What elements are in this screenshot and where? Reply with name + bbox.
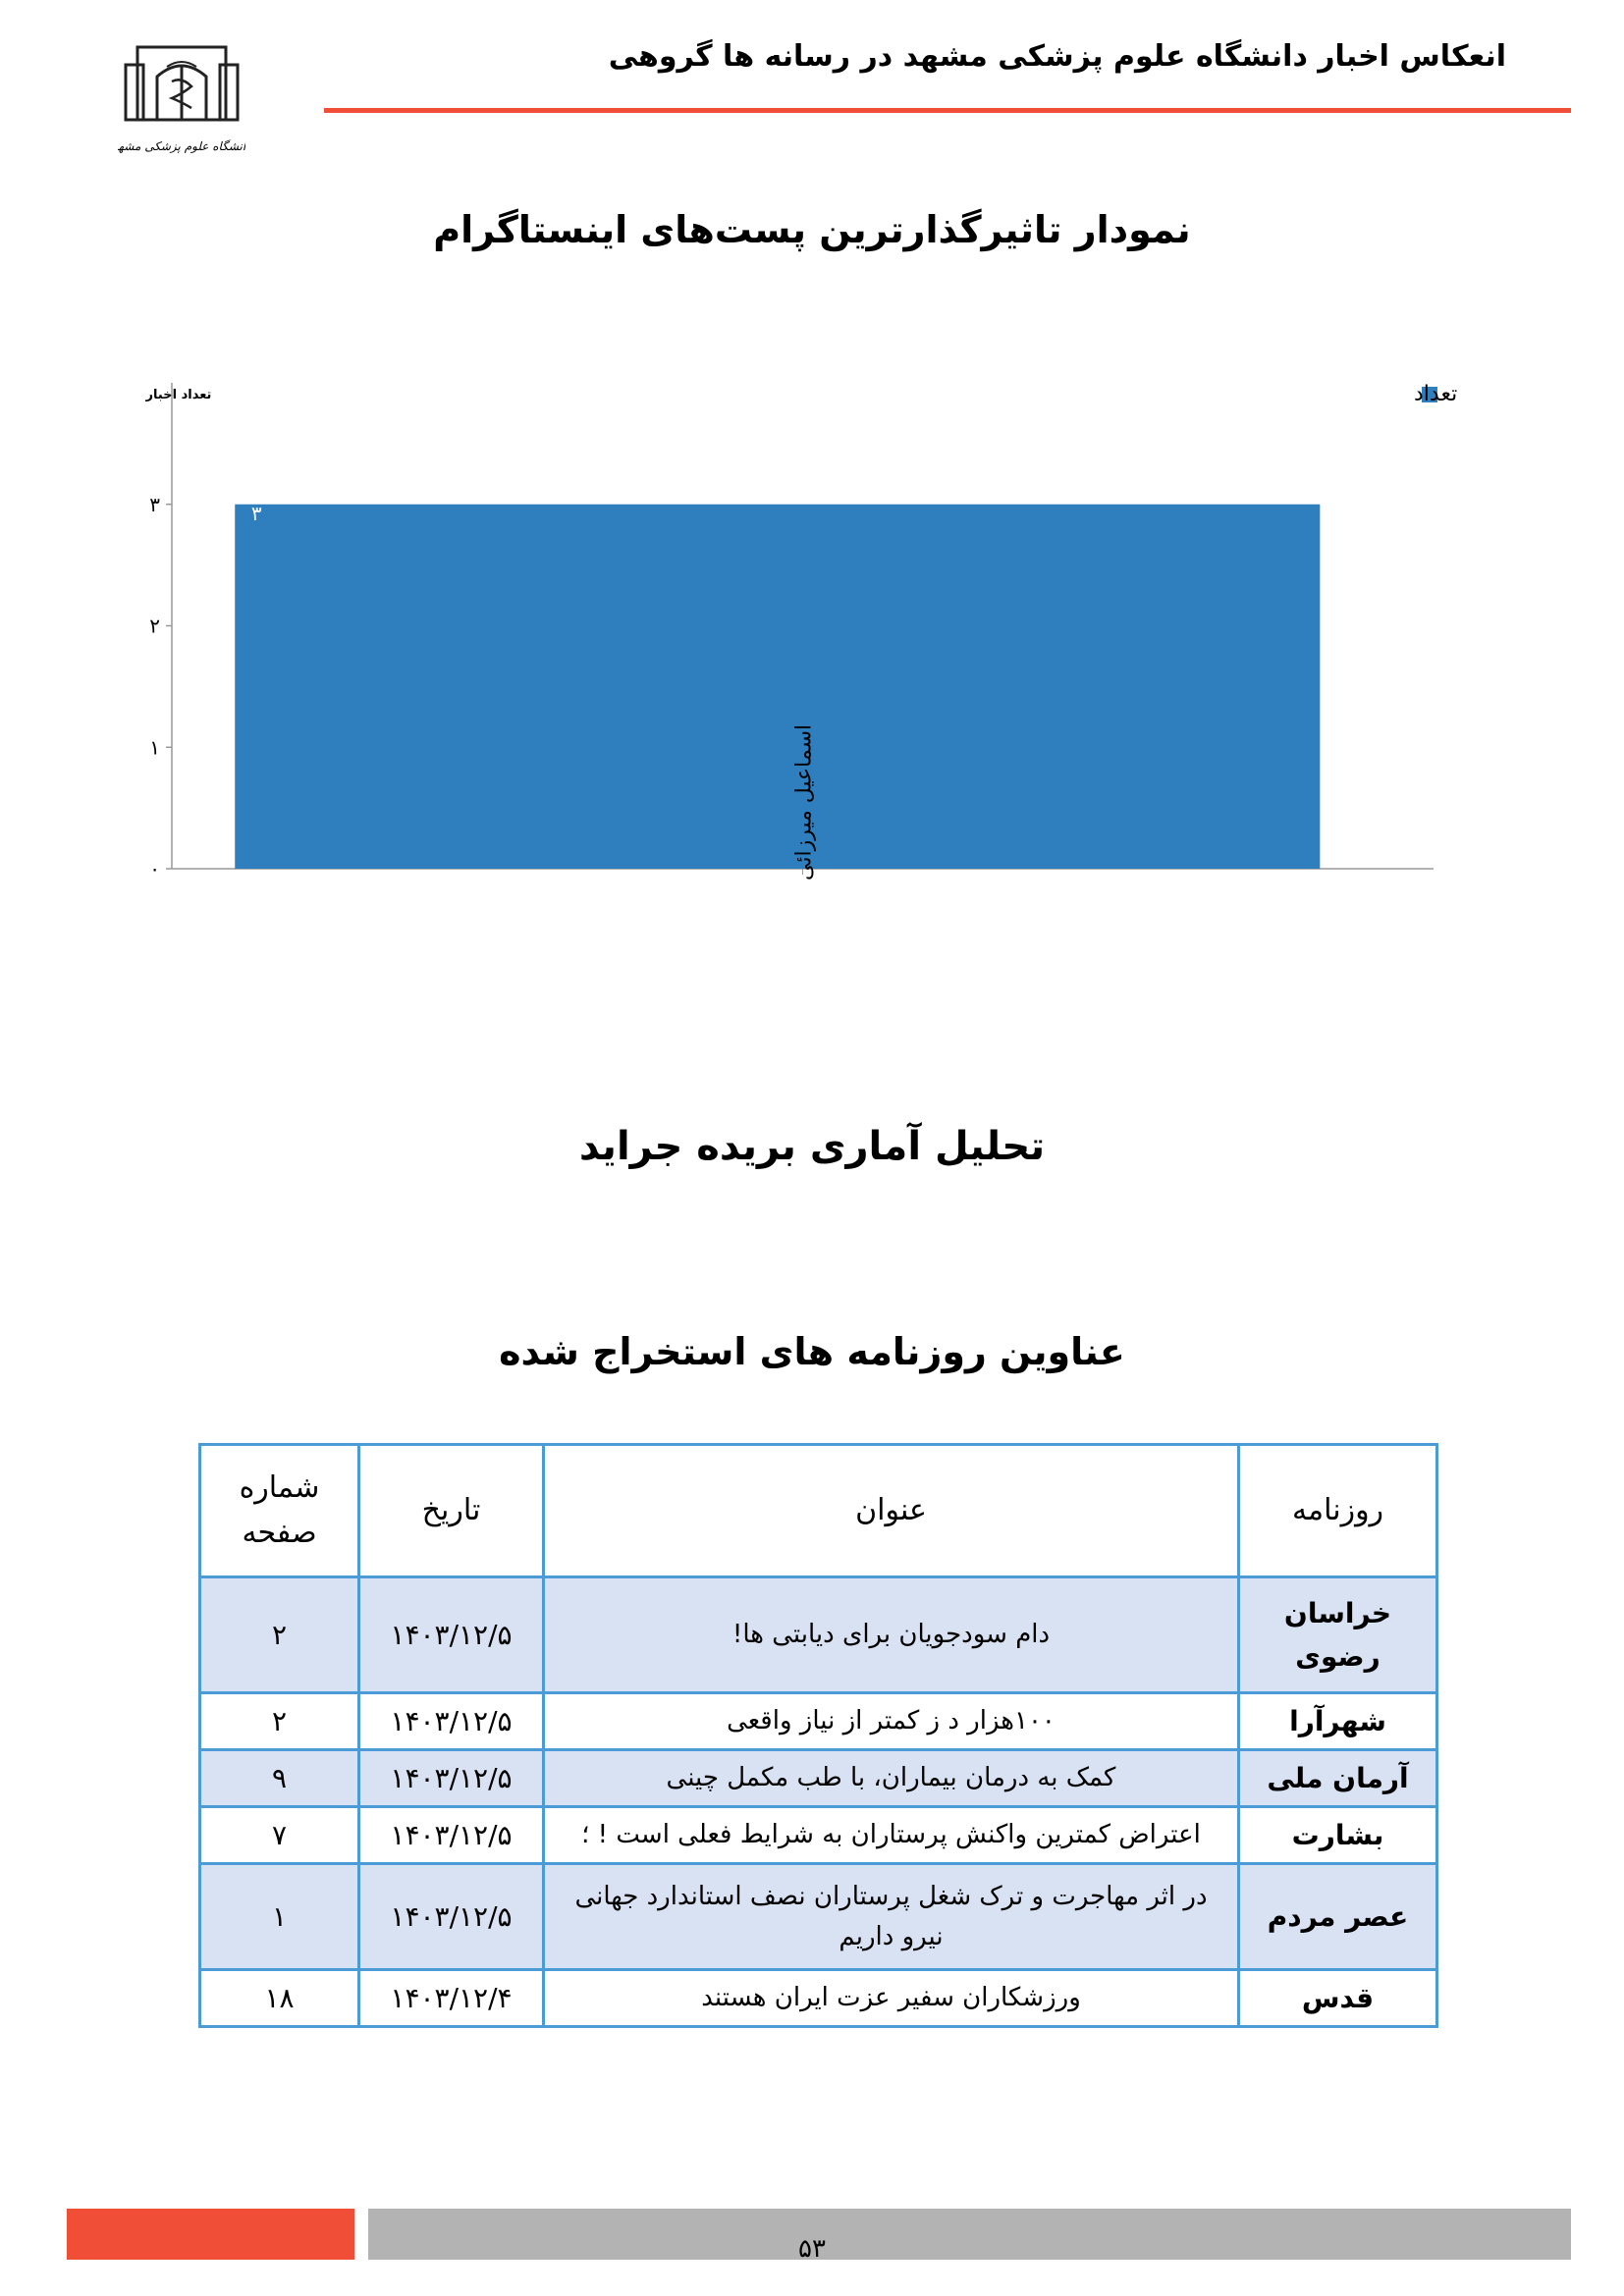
chart-legend bbox=[1414, 382, 1457, 406]
column-header-paper: روزنامه bbox=[1239, 1445, 1437, 1577]
cell-page: ۱۸ bbox=[200, 1970, 359, 2027]
column-header-headline: عنوان bbox=[544, 1445, 1239, 1577]
cell-headline: ۱۰۰هزار د ز کمتر از نیاز واقعی bbox=[544, 1693, 1239, 1750]
cell-paper: قدس bbox=[1239, 1970, 1437, 2027]
column-header-page: شماره صفحه bbox=[200, 1445, 359, 1577]
cell-headline: کمک به درمان بیماران، با طب مکمل چینی bbox=[544, 1750, 1239, 1807]
cell-page: ۷ bbox=[200, 1807, 359, 1864]
column-header-date: تاریخ bbox=[359, 1445, 544, 1577]
table-row bbox=[200, 1807, 1437, 1864]
table-header-row bbox=[200, 1445, 1437, 1577]
bar-data-label: ۳ bbox=[250, 501, 262, 525]
table-row bbox=[200, 1750, 1437, 1807]
y-tick-label: ۰ bbox=[149, 857, 160, 881]
cell-page: ۱ bbox=[200, 1864, 359, 1970]
university-logo bbox=[118, 37, 245, 165]
y-tick-label: ۲ bbox=[149, 614, 160, 638]
cell-date: ۱۴۰۳/۱۲/۵ bbox=[359, 1750, 544, 1807]
cell-page: ۹ bbox=[200, 1750, 359, 1807]
cell-paper: بشارت bbox=[1239, 1807, 1437, 1864]
cell-headline: در اثر مهاجرت و ترک شغل پرستاران نصف استاندارد جهانی نیرو داریم bbox=[544, 1864, 1239, 1970]
page-number: ۵۳ bbox=[798, 2234, 826, 2264]
instagram-chart bbox=[128, 363, 1473, 1070]
x-tick-label: اسماعیل میرزائی bbox=[791, 723, 817, 881]
cell-date: ۱۴۰۳/۱۲/۴ bbox=[359, 1970, 544, 2027]
cell-date: ۱۴۰۳/۱۲/۵ bbox=[359, 1693, 544, 1750]
y-tick-label: ۳ bbox=[149, 492, 160, 516]
bar bbox=[235, 505, 1320, 869]
cell-page: ۲ bbox=[200, 1577, 359, 1693]
cell-date: ۱۴۰۳/۱۲/۵ bbox=[359, 1807, 544, 1864]
chart-title: نمودار تاثیرگذارترین پست‌های اینستاگرام bbox=[433, 208, 1191, 251]
cell-paper: آرمان ملی bbox=[1239, 1750, 1437, 1807]
legend-label: تعداد bbox=[1414, 382, 1458, 406]
stats-title: تحلیل آماری بریده جراید bbox=[578, 1124, 1046, 1169]
cell-headline: دام سودجویان برای دیابتی ها! bbox=[544, 1577, 1239, 1693]
cell-paper: شهرآرا bbox=[1239, 1693, 1437, 1750]
papers-title: عناوین روزنامه های استخراج شده bbox=[499, 1330, 1125, 1373]
cell-paper: خراسان رضوی bbox=[1239, 1577, 1437, 1693]
cell-headline: اعتراض کمترین واکنش پرستاران به شرایط فعلی است ! ؛ bbox=[544, 1807, 1239, 1864]
cell-headline: ورزشکاران سفیر عزت ایران هستند bbox=[544, 1970, 1239, 2027]
table-row bbox=[200, 1970, 1437, 2027]
y-axis-label: تعداد اخبار bbox=[145, 388, 212, 402]
cell-page: ۲ bbox=[200, 1693, 359, 1750]
logo-caption: دانشگاه علوم پزشکی مشهد bbox=[118, 139, 245, 153]
y-tick-label: ۱ bbox=[149, 735, 160, 760]
cell-date: ۱۴۰۳/۱۲/۵ bbox=[359, 1577, 544, 1693]
table-row bbox=[200, 1577, 1437, 1693]
table-row bbox=[200, 1864, 1437, 1970]
cell-date: ۱۴۰۳/۱۲/۵ bbox=[359, 1864, 544, 1970]
header-divider bbox=[324, 108, 1571, 113]
newspaper-table bbox=[198, 1443, 1438, 2028]
table-row bbox=[200, 1693, 1437, 1750]
header-title: انعکاس اخبار دانشگاه علوم پزشکی مشهد در رسانه ها گروهی bbox=[608, 39, 1506, 74]
cell-paper: عصر مردم bbox=[1239, 1864, 1437, 1970]
